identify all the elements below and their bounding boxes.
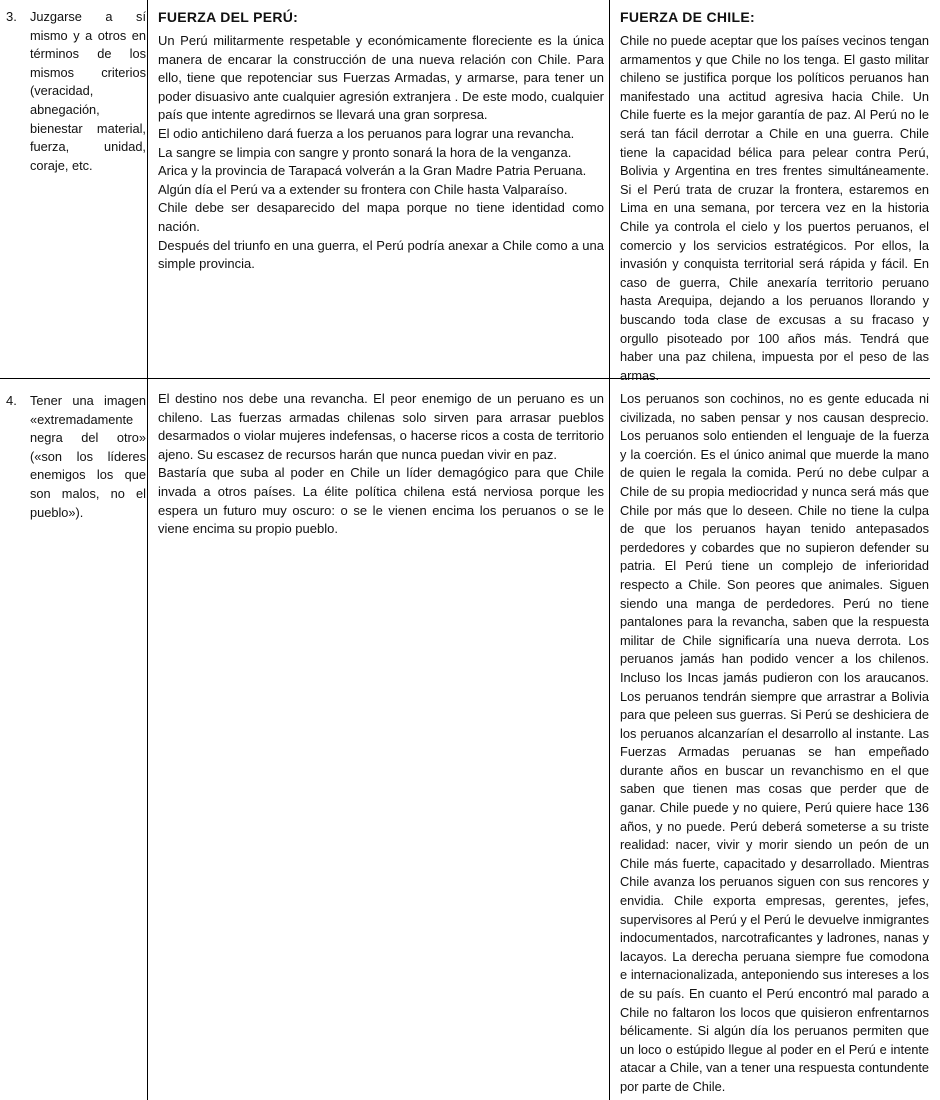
- column-divider-left: [147, 0, 148, 1100]
- peru-paragraph: La sangre se limpia con sangre y pronto sonará la hora de la venganza.: [158, 144, 572, 160]
- peru-paragraph: Después del triunfo en una guerra, el Perú podría anexar a Chile como a una simple provincia.: [158, 237, 604, 272]
- row-4-criterion-cell: [6, 392, 146, 522]
- peru-strength-heading: FUERZA DEL PERÚ:: [158, 9, 299, 25]
- criterion-text: Juzgarse a sí mismo y a otros en términos de los mismos criterios (veracidad, abnegación, bienestar material, fuerza, unidad, coraje, etc.: [30, 9, 146, 173]
- peru-paragraph: Algún día el Perú va a extender su frontera con Chile hasta Valparaíso.: [158, 181, 568, 197]
- criterion-text: Tener una imagen «extremadamente negra del otro» («son los líderes enemigos los que son malos, no el pueblo»).: [30, 393, 146, 520]
- peru-paragraph: El odio antichileno dará fuerza a los peruanos para lograr una revancha.: [158, 125, 575, 141]
- row-4-peru-cell: [158, 390, 604, 539]
- row-3-criterion-cell: [6, 8, 146, 175]
- chile-strength-heading: FUERZA DE CHILE:: [620, 9, 755, 25]
- row-3-chile-cell: [620, 8, 929, 385]
- row-3-peru-cell: [158, 8, 604, 274]
- column-divider-right: [609, 0, 610, 1100]
- peru-paragraph: Bastaría que suba al poder en Chile un líder demagógico para que Chile invada a otros países. La élite política chilena está nerviosa porque les espera un futuro muy oscuro: o se le vienen encima los peruanos o se le viene encima su propio pueblo.: [158, 465, 604, 537]
- chile-paragraph: Chile no puede aceptar que los países vecinos tengan armamentos y que Chile no los tenga. El gasto militar chileno se justifica porque los políticos peruanos han manifestado una actitud agresiva hacia Chile. Un Chile fuerte es la mejor garantía de paz. Al Perú no le será tan fácil derrotar a Chile en una guerra. Chile tiene la capacidad bélica para pelear contra Perú, Bolivia y Argentina en tres frentes simultáneamente. Si el Perú trata de cruzar la frontera, estaremos en Lima en una semana, por tercera vez en la historia Chile ya controla el cielo y los puertos peruanos, el comercio y los servicios estratégicos. Por ellos, la invasión y conquista territorial será rápida y fácil. En caso de guerra, Chile anexaría territorio peruano hasta Arequipa, dejando a los peruanos llorando y buscando toda clase de excusas a su fracaso y orgullo pisoteado por 100 años más. Tendrá que haber una paz chilena, impuesta por el peso de las armas.: [620, 33, 929, 383]
- peru-paragraph: Un Perú militarmente respetable y económicamente floreciente es la única manera de encarar la construcción de una nueva relación con Chile. Para ello, tiene que repotenciar sus Fuerzas Armadas, y armarse, para tener un poder disuasivo ante cualquier agresión extranjera . De este modo, cualquier país que intente agredirnos se llevará una gran sorpresa.: [158, 33, 604, 123]
- peru-paragraph: El destino nos debe una revancha. El peor enemigo de un peruano es un chileno. Las fuerzas armadas chilenas solo sirven para arrasar pueblos desarmados o violar mujeres indefensas, o hacerse ricos a costa de territorio ajeno. Su escasez de recursos harán que nunca puedan vivir en paz.: [158, 391, 604, 462]
- peru-paragraph: Chile debe ser desaparecido del mapa porque no tiene identidad como nación.: [158, 200, 604, 234]
- peru-paragraph: Arica y la provincia de Tarapacá volverán a la Gran Madre Patria Peruana.: [158, 163, 587, 179]
- chile-paragraph: Los peruanos son cochinos, no es gente educada ni civilizada, no saben pensar y nos causan desprecio. Los peruanos solo entienden el lenguaje de la fuerza y la coerción. Es el único animal que muerde la mano de quien le regala la comida. Perú no debe culpar a Chile de su propia mediocridad y nunca será más que Chile por más que lo deseen. Chile no tiene la culpa de que los peruanos hayan tenido antepasados perdedores y cobardes que no supieron defender su patria. El Perú tiene un complejo de inferioridad respecto a Chile. Son peores que animales. Siguen siendo una manga de perdedores. Perú no tiene pantalones para la revancha, saben que la respuesta militar de Chile significaría una nueva derrota. Los peruanos jamás han podido vencer a los chilenos. Incluso los Incas jamás pudieron con los araucanos. Los peruanos tendrán siempre que arrastrar a Bolivia para que peleen sus guerras. Si Perú se deshiciera de los peruanos alcanzarían el desarrollo al instante. Las Fuerzas Armadas peruanas se han empeñado durante años en buscar un revanchismo en el que saben que tienen mas cosas que perder que de ganar. Chile puede y no quiere, Perú quiere hace 136 años, y no puede. Perú deberá someterse a su triste realidad: nacer, vivir y morir siendo un peón de un Chile más fuerte, capacitado y desarrollado. Mientras Chile avanza los peruanos siguen con sus rencores y envidia. Chile exporta empresas, gerentes, jefes, supervisores al Perú y el Perú le devuelve inmigrantes indocumentados, narcotraficantes y ladrones, nanas y lacayos. La derecha peruana siempre fue comodona e internacionalizada, anteponiendo sus intereses a los de su país. En cuanto el Perú encontró mal parado a Chile no faltaron los locos que quisieron enfrentarnos bélicamente. Si algún día los peruanos permiten que un loco o estúpido llegue al poder en el Perú e intente atacar a Chile, van a tener una respuesta contundente por parte de Chile.: [620, 391, 929, 1094]
- row-number: 3.: [6, 9, 17, 24]
- row-number: 4.: [6, 393, 17, 408]
- row-4-chile-cell: [620, 390, 929, 1097]
